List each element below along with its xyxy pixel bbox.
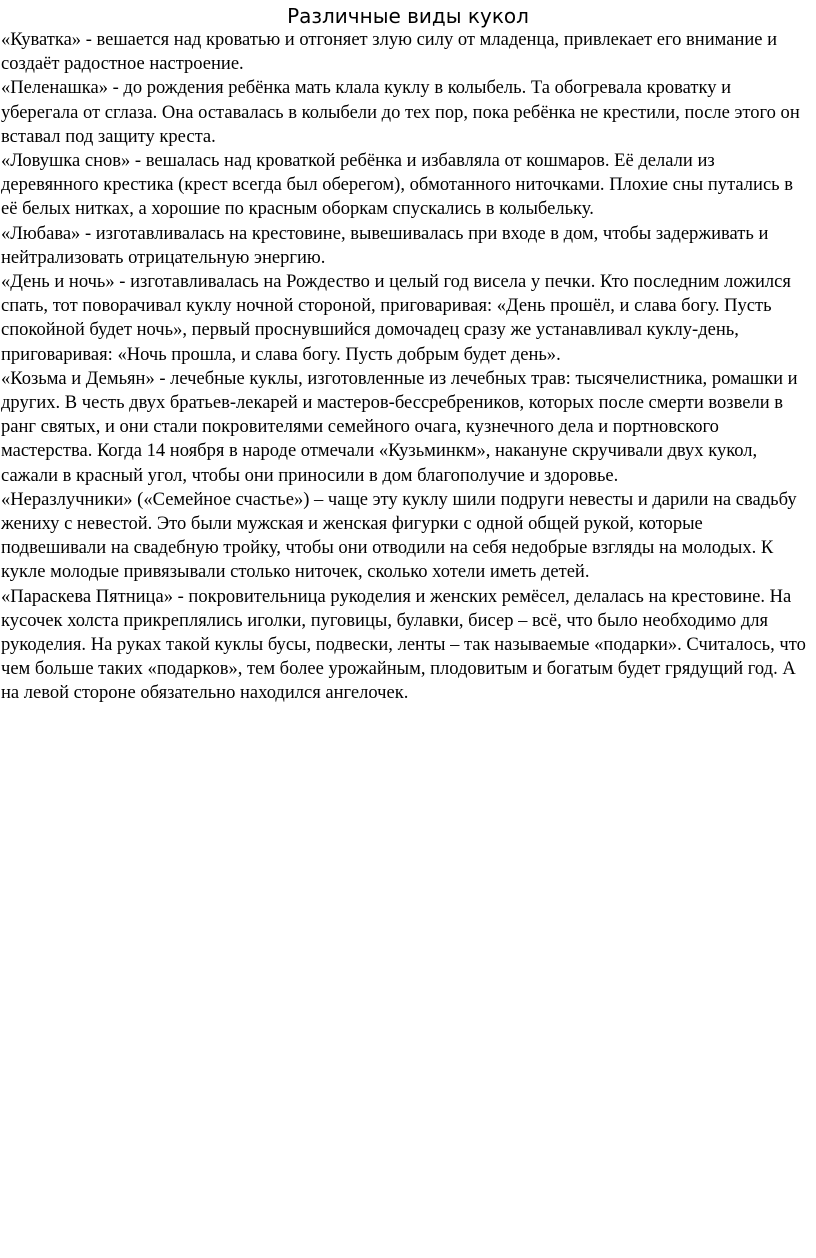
paragraph-kuvatka: «Куватка» - вешается над кроватью и отгоняет злую силу от младенца, привлекает его внимание и создаёт радостное настроение.	[1, 29, 778, 75]
paragraph-dreamcatcher: «Ловушка снов» - вешалась над кроваткой ребёнка и избавляла от кошмаров. Её делали из деревянного крестика (крест всегда был оберегом), обмотанного ниточками. Плохие сны путались в её белых нитках, а хорошие по красным оборкам спускались в колыбельку.	[1, 150, 794, 220]
paragraph-nerazluchniki: «Неразлучники» («Семейное счастье») – чаще эту куклу шили подруги невесты и дарили на свадьбу жениху с невестой. Это были мужская и женская фигурки с одной общей рукой, которые подвешивали на свадебную тройку, чтобы они отводили на себя недобрые взгляды на молодых. К кукле молодые привязывали столько ниточек, сколько хотели иметь детей.	[1, 488, 797, 583]
paragraph-pelenashka: «Пеленашка» - до рождения ребёнка мать клала куклу в колыбель. Та обогревала кроватку и уберегала от сглаза. Она оставалась в колыбели до тех пор, пока ребёнка не крестили, после этого он вставал под защиту креста.	[1, 77, 800, 147]
paragraph-day-and-night: «День и ночь» - изготавливалась на Рождество и целый год висела у печки. Кто последним ложился спать, тот поворачивал куклу ночной стороной, приговаривая: «День прошёл, и слава богу. Пусть спокойной будет ночь», первый проснувшийся домочадец сразу же устанавливал куклу-день, приговаривая: «Ночь прошла, и слава богу. Пусть добрым будет день».	[1, 271, 791, 365]
document-title: Различные виды кукол	[287, 4, 529, 28]
paragraph-paraskeva-pyatnitsa: «Параскева Пятница» - покровительница рукоделия и женских ремёсел, делалась на крестовине. На кусочек холста прикреплялись иголки, пуговицы, булавки, бисер – всё, что было необходимо для рукоделия. На руках такой куклы бусы, подвески, ленты – так называемые «подарки». Считалось, что чем больше таких «подарков», тем более урожайным, плодовитым и богатым будет грядущий год. А на левой стороне обязательно находился ангелочек.	[1, 585, 806, 704]
paragraph-kozma-and-demyan: «Козьма и Демьян» - лечебные куклы, изготовленные из лечебных трав: тысячелистника, ромашки и других. В честь двух братьев-лекарей и мастеров-бессребреников, которых после смерти возвели в ранг святых, и они стали покровителями семейного очага, кузнечного дела и портновского мастерства. Когда 14 ноября в народе отмечали «Кузьминкм», накануне скручивали двух кукол, сажали в красный угол, чтобы они приносили в дом благополучие и здоровье.	[1, 367, 798, 486]
paragraph-lyubava: «Любава» - изготавливалась на крестовине, вывешивалась при входе в дом, чтобы задерживать и нейтрализовать отрицательную энергию.	[1, 222, 769, 268]
document-body	[0, 28, 816, 706]
